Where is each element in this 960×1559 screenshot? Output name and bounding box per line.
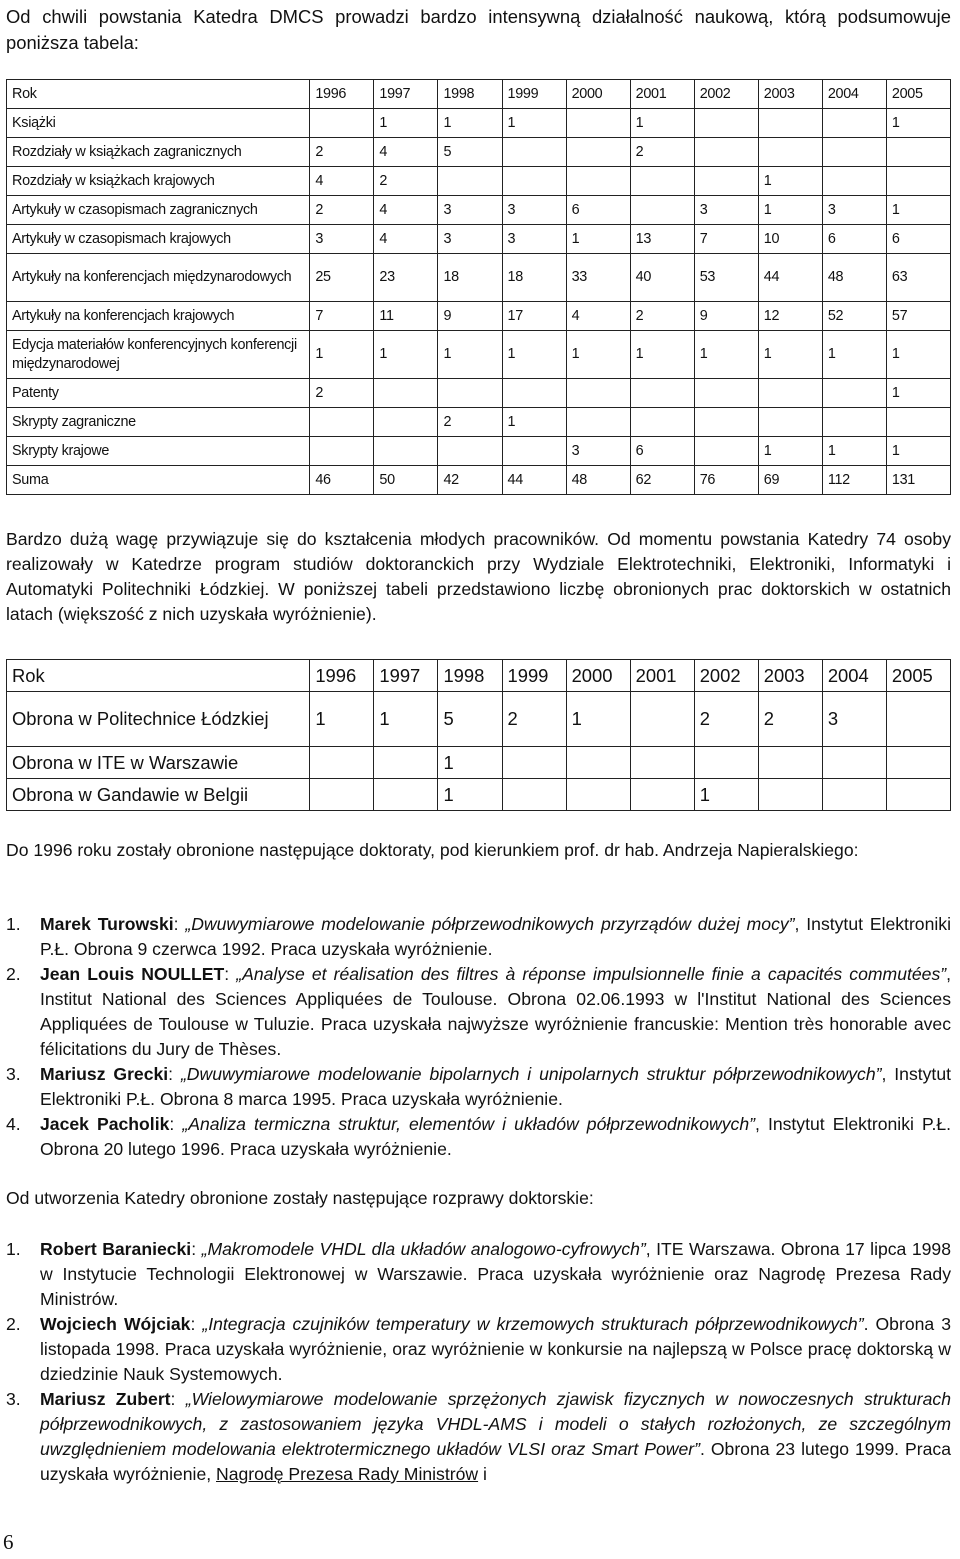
table-row xyxy=(7,692,951,747)
value-cell xyxy=(438,379,502,408)
value-cell xyxy=(694,138,758,167)
year-header-cell: 1998 xyxy=(438,660,502,692)
value-cell xyxy=(502,779,566,811)
value-cell xyxy=(758,747,822,779)
year-header-cell: 2003 xyxy=(758,660,822,692)
year-header-cell: 2000 xyxy=(566,660,630,692)
value-cell: 1 xyxy=(438,747,502,779)
value-cell: 1 xyxy=(502,408,566,437)
value-cell: 3 xyxy=(438,225,502,254)
table-row xyxy=(7,196,951,225)
value-cell: 5 xyxy=(438,692,502,747)
value-cell: 1 xyxy=(694,331,758,379)
research-activity-table xyxy=(6,79,951,495)
value-cell: 17 xyxy=(502,302,566,331)
value-cell: 1 xyxy=(374,109,438,138)
value-cell: 12 xyxy=(758,302,822,331)
item-number: 1. xyxy=(6,914,21,934)
value-cell: 9 xyxy=(438,302,502,331)
author-name: Mariusz Zubert xyxy=(40,1389,171,1409)
value-cell xyxy=(758,408,822,437)
value-cell: 4 xyxy=(374,138,438,167)
value-cell xyxy=(566,408,630,437)
value-cell xyxy=(822,138,886,167)
list-item xyxy=(6,962,951,1062)
doctoral-paragraph: Bardzo dużą wagę przywiązuje się do kształcenia młodych pracowników. Od momentu powstania Katedry 74 osoby realizowały w Katedrze program studiów doktoranckich przy Wydziale Elektrotechniki, Elektroniki, Informatyki i Automatyki Politechniki Łódzkiej. W poniższej tabeli przedstawiono liczbę obronionych prac doktorskich w ostatnich latach (większość z nich uzyskała wyróżnienie). xyxy=(6,529,951,624)
separator: : xyxy=(224,964,237,984)
value-cell xyxy=(886,167,950,196)
value-cell: 112 xyxy=(822,466,886,495)
page-number: 6 xyxy=(3,1530,14,1554)
value-cell: 3 xyxy=(822,196,886,225)
item-number: 4. xyxy=(6,1114,21,1134)
value-cell xyxy=(694,408,758,437)
year-header-cell: 2001 xyxy=(630,80,694,109)
value-cell: 6 xyxy=(566,196,630,225)
value-cell xyxy=(310,408,374,437)
table-header-row xyxy=(7,80,951,109)
table-row xyxy=(7,302,951,331)
value-cell: 53 xyxy=(694,254,758,302)
value-cell xyxy=(758,109,822,138)
thesis-title: „Analyse et réalisation des filtres à réponse impulsionnelle finie a capacités commutées” xyxy=(236,964,947,984)
year-header-cell: 2000 xyxy=(566,80,630,109)
row-label-cell: Patenty xyxy=(7,379,310,408)
year-header-cell: 1996 xyxy=(310,80,374,109)
value-cell: 3 xyxy=(310,225,374,254)
value-cell: 2 xyxy=(310,379,374,408)
row-label-cell: Artykuły na konferencjach międzynarodowych xyxy=(7,254,310,302)
value-cell: 1 xyxy=(886,437,950,466)
value-cell: 7 xyxy=(694,225,758,254)
row-label-cell: Rozdziały w książkach krajowych xyxy=(7,167,310,196)
value-cell: 1 xyxy=(822,437,886,466)
value-cell: 1 xyxy=(310,692,374,747)
author-name: Jacek Pacholik xyxy=(40,1114,170,1134)
value-cell: 1 xyxy=(630,109,694,138)
value-cell: 1 xyxy=(886,196,950,225)
year-header-cell: 2005 xyxy=(886,80,950,109)
table-row xyxy=(7,331,951,379)
table-row xyxy=(7,254,951,302)
value-cell: 1 xyxy=(630,331,694,379)
item-details: . Obrona 3 listopada 1998. Praca uzyskała wyróżnienie, oraz wyróżnienie w konkursie na najlepszą w Polsce pracę doktorską w dziedzinie Nauk Systemowych. xyxy=(40,1314,951,1384)
value-cell xyxy=(566,747,630,779)
value-cell: 6 xyxy=(630,437,694,466)
item-details: . Obrona 23 lutego 1999. Praca uzyskała wyróżnienie, xyxy=(40,1439,951,1484)
value-cell: 76 xyxy=(694,466,758,495)
separator: : xyxy=(173,914,186,934)
value-cell: 48 xyxy=(822,254,886,302)
value-cell xyxy=(822,379,886,408)
value-cell: 1 xyxy=(758,331,822,379)
value-cell xyxy=(374,437,438,466)
value-cell: 3 xyxy=(438,196,502,225)
value-cell: 1 xyxy=(374,692,438,747)
row-label-cell: Obrona w Politechnice Łódzkiej xyxy=(7,692,310,747)
separator: : xyxy=(169,1114,183,1134)
value-cell xyxy=(502,138,566,167)
year-header-cell: 2004 xyxy=(822,660,886,692)
value-cell xyxy=(822,408,886,437)
value-cell: 69 xyxy=(758,466,822,495)
value-cell: 25 xyxy=(310,254,374,302)
value-cell: 23 xyxy=(374,254,438,302)
pre1996-intro: Do 1996 roku zostały obronione następujące doktoraty, pod kierunkiem prof. dr hab. Andrzeja Napieralskiego: xyxy=(6,840,859,860)
value-cell: 46 xyxy=(310,466,374,495)
table-row xyxy=(7,747,951,779)
value-cell xyxy=(886,138,950,167)
value-cell: 6 xyxy=(886,225,950,254)
table-row xyxy=(7,109,951,138)
year-header-cell: 1997 xyxy=(374,80,438,109)
item-number: 3. xyxy=(6,1389,21,1409)
value-cell: 63 xyxy=(886,254,950,302)
header-label-cell: Rok xyxy=(7,80,310,109)
value-cell: 1 xyxy=(310,331,374,379)
value-cell xyxy=(630,779,694,811)
thesis-title: „Dwuwymiarowe modelowanie półprzewodnikowych przyrządów dużej mocy” xyxy=(185,914,795,934)
table-row xyxy=(7,779,951,811)
value-cell xyxy=(694,109,758,138)
value-cell xyxy=(630,196,694,225)
year-header-cell: 2002 xyxy=(694,80,758,109)
value-cell: 1 xyxy=(374,331,438,379)
value-cell xyxy=(630,408,694,437)
year-header-cell: 1999 xyxy=(502,80,566,109)
value-cell: 1 xyxy=(566,331,630,379)
pre1996-doctorates-list xyxy=(6,912,951,1162)
value-cell: 1 xyxy=(886,379,950,408)
value-cell: 2 xyxy=(438,408,502,437)
value-cell xyxy=(630,747,694,779)
value-cell xyxy=(758,379,822,408)
value-cell: 3 xyxy=(566,437,630,466)
value-cell: 1 xyxy=(566,225,630,254)
table-row xyxy=(7,138,951,167)
author-name: Marek Turowski xyxy=(40,914,174,934)
value-cell: 9 xyxy=(694,302,758,331)
value-cell: 2 xyxy=(694,692,758,747)
row-label-cell: Artykuły na konferencjach krajowych xyxy=(7,302,310,331)
value-cell: 5 xyxy=(438,138,502,167)
value-cell xyxy=(566,379,630,408)
value-cell xyxy=(886,747,950,779)
author-name: Jean Louis NOULLET xyxy=(40,964,225,984)
value-cell: 1 xyxy=(502,331,566,379)
value-cell: 44 xyxy=(758,254,822,302)
item-number: 1. xyxy=(6,1239,21,1259)
value-cell: 2 xyxy=(758,692,822,747)
author-name: Wojciech Wójciak xyxy=(40,1314,191,1334)
year-header-cell: 2004 xyxy=(822,80,886,109)
value-cell: 2 xyxy=(502,692,566,747)
value-cell xyxy=(758,138,822,167)
year-header-cell: 2002 xyxy=(694,660,758,692)
list-item xyxy=(6,912,951,962)
value-cell xyxy=(822,779,886,811)
item-details: , Instytut Elektroniki P.Ł. Obrona 9 czerwca 1992. Praca uzyskała wyróżnienie. xyxy=(40,914,951,959)
value-cell: 7 xyxy=(310,302,374,331)
value-cell: 2 xyxy=(310,138,374,167)
value-cell: 13 xyxy=(630,225,694,254)
author-name: Robert Baraniecki xyxy=(40,1239,192,1259)
value-cell xyxy=(374,379,438,408)
value-cell xyxy=(502,167,566,196)
item-details: , ITE Warszawa. Obrona 17 lipca 1998 w Instytucie Technologii Elektronowej w Warszawie. Praca uzyskała wyróżnienie oraz Nagrodę Prezesa Rady Ministrów. xyxy=(40,1239,951,1309)
row-label-cell: Artykuły w czasopismach zagranicznych xyxy=(7,196,310,225)
value-cell: 2 xyxy=(630,138,694,167)
value-cell: 42 xyxy=(438,466,502,495)
value-cell: 131 xyxy=(886,466,950,495)
list-item xyxy=(6,1237,951,1312)
year-header-cell: 1996 xyxy=(310,660,374,692)
year-header-cell: 2001 xyxy=(630,660,694,692)
value-cell xyxy=(566,779,630,811)
table-header-row xyxy=(7,660,951,692)
value-cell: 1 xyxy=(694,779,758,811)
list-item xyxy=(6,1112,951,1162)
header-label-cell: Rok xyxy=(7,660,310,692)
value-cell: 18 xyxy=(502,254,566,302)
value-cell xyxy=(886,779,950,811)
value-cell: 62 xyxy=(630,466,694,495)
value-cell xyxy=(822,167,886,196)
value-cell: 3 xyxy=(822,692,886,747)
list-item xyxy=(6,1062,951,1112)
item-number: 2. xyxy=(6,1314,21,1334)
item-number: 2. xyxy=(6,964,21,984)
value-cell: 1 xyxy=(822,331,886,379)
thesis-title: „Integracja czujników temperatury w krzemowych strukturach półprzewodnikowych” xyxy=(202,1314,864,1334)
value-cell xyxy=(310,437,374,466)
value-cell xyxy=(310,747,374,779)
year-header-cell: 2005 xyxy=(886,660,950,692)
year-header-cell: 1999 xyxy=(502,660,566,692)
row-label-cell: Obrona w Gandawie w Belgii xyxy=(7,779,310,811)
value-cell: 2 xyxy=(310,196,374,225)
since-founding-doctorates-list xyxy=(6,1237,951,1487)
value-cell: 2 xyxy=(374,167,438,196)
value-cell xyxy=(310,779,374,811)
value-cell: 11 xyxy=(374,302,438,331)
award-link[interactable]: Nagrodę Prezesa Rady Ministrów xyxy=(216,1464,479,1484)
value-cell xyxy=(438,167,502,196)
value-cell xyxy=(886,408,950,437)
value-cell: 1 xyxy=(502,109,566,138)
value-cell xyxy=(374,408,438,437)
since-founding-intro: Od utworzenia Katedry obronione zostały następujące rozprawy doktorskie: xyxy=(6,1188,594,1208)
value-cell: 1 xyxy=(758,167,822,196)
value-cell: 4 xyxy=(374,225,438,254)
year-header-cell: 2003 xyxy=(758,80,822,109)
item-details: , Institut National des Sciences Appliquées de Toulouse. Obrona 02.06.1993 w l'Institut National des Sciences Appliquées de Toulouse w Tuluzie. Praca uzyskała najwyższe wyróżnienie francuskie: Mention très honorable avec félicitations du Jury de Thèses. xyxy=(40,964,951,1059)
table-row xyxy=(7,225,951,254)
row-label-cell: Skrypty zagraniczne xyxy=(7,408,310,437)
thesis-title: „Wielowymiarowe modelowanie sprzężonych zjawisk fizycznych w nowoczesnych strukturach półprzewodnikowych, z zastosowaniem języka VHDL-AMS i modeli o stałych rozłożonych, ze szczególnym uwzględnieniem modelowania elektrotermicznego układów VLSI oraz Smart Power” xyxy=(40,1389,951,1459)
value-cell xyxy=(694,747,758,779)
value-cell: 4 xyxy=(374,196,438,225)
value-cell: 4 xyxy=(310,167,374,196)
row-label-cell: Suma xyxy=(7,466,310,495)
value-cell: 44 xyxy=(502,466,566,495)
separator: : xyxy=(191,1239,202,1259)
value-cell: 1 xyxy=(758,196,822,225)
table-row xyxy=(7,437,951,466)
thesis-title: „Analiza termiczna struktur, elementów i układów półprzewodnikowych” xyxy=(182,1114,755,1134)
value-cell: 10 xyxy=(758,225,822,254)
value-cell xyxy=(502,747,566,779)
value-cell xyxy=(886,692,950,747)
item-tail: i xyxy=(478,1464,487,1484)
list-item xyxy=(6,1312,951,1387)
value-cell: 2 xyxy=(630,302,694,331)
value-cell xyxy=(630,379,694,408)
doctorates-table xyxy=(6,659,951,811)
table-row xyxy=(7,379,951,408)
list-item xyxy=(6,1387,951,1487)
value-cell xyxy=(502,379,566,408)
value-cell: 1 xyxy=(438,779,502,811)
value-cell xyxy=(694,167,758,196)
row-label-cell: Rozdziały w książkach zagranicznych xyxy=(7,138,310,167)
value-cell xyxy=(630,167,694,196)
value-cell: 50 xyxy=(374,466,438,495)
value-cell xyxy=(438,437,502,466)
item-details: , Instytut Elektroniki P.Ł. Obrona 20 lutego 1996. Praca uzyskała wyróżnienie. xyxy=(40,1114,952,1159)
value-cell xyxy=(502,437,566,466)
value-cell: 3 xyxy=(502,225,566,254)
value-cell xyxy=(566,167,630,196)
value-cell xyxy=(822,747,886,779)
author-name: Mariusz Grecki xyxy=(40,1064,169,1084)
value-cell: 4 xyxy=(566,302,630,331)
value-cell xyxy=(694,379,758,408)
value-cell: 18 xyxy=(438,254,502,302)
value-cell: 40 xyxy=(630,254,694,302)
value-cell xyxy=(374,747,438,779)
value-cell: 1 xyxy=(438,331,502,379)
value-cell: 1 xyxy=(886,331,950,379)
thesis-title: „Dwuwymiarowe modelowanie bipolarnych i unipolarnych struktur półprzewodnikowych” xyxy=(180,1064,882,1084)
intro-paragraph: Od chwili powstania Katedra DMCS prowadzi bardzo intensywną działalność naukową, którą podsumowuje poniższa tabela: xyxy=(6,6,951,53)
row-label-cell: Edycja materiałów konferencyjnych konferencji międzynarodowej xyxy=(7,331,310,379)
value-cell xyxy=(374,779,438,811)
separator: : xyxy=(190,1314,203,1334)
separator: : xyxy=(168,1064,181,1084)
value-cell: 48 xyxy=(566,466,630,495)
value-cell: 3 xyxy=(502,196,566,225)
value-cell xyxy=(310,109,374,138)
value-cell xyxy=(822,109,886,138)
row-label-cell: Skrypty krajowe xyxy=(7,437,310,466)
item-details: , Instytut Elektroniki P.Ł. Obrona 8 marca 1995. Praca uzyskała wyróżnienie. xyxy=(40,1064,951,1109)
value-cell xyxy=(758,779,822,811)
value-cell: 3 xyxy=(694,196,758,225)
row-label-cell: Obrona w ITE w Warszawie xyxy=(7,747,310,779)
item-number: 3. xyxy=(6,1064,21,1084)
value-cell xyxy=(630,692,694,747)
value-cell: 1 xyxy=(566,692,630,747)
value-cell xyxy=(694,437,758,466)
value-cell: 1 xyxy=(886,109,950,138)
value-cell: 6 xyxy=(822,225,886,254)
value-cell: 52 xyxy=(822,302,886,331)
table-row xyxy=(7,167,951,196)
separator: : xyxy=(170,1389,186,1409)
value-cell: 33 xyxy=(566,254,630,302)
thesis-title: „Makromodele VHDL dla układów analogowo-cyfrowych” xyxy=(201,1239,646,1259)
year-header-cell: 1997 xyxy=(374,660,438,692)
table-row xyxy=(7,466,951,495)
value-cell: 1 xyxy=(758,437,822,466)
value-cell: 1 xyxy=(438,109,502,138)
table-row xyxy=(7,408,951,437)
row-label-cell: Artykuły w czasopismach krajowych xyxy=(7,225,310,254)
row-label-cell: Książki xyxy=(7,109,310,138)
value-cell xyxy=(566,109,630,138)
year-header-cell: 1998 xyxy=(438,80,502,109)
value-cell xyxy=(566,138,630,167)
value-cell: 57 xyxy=(886,302,950,331)
